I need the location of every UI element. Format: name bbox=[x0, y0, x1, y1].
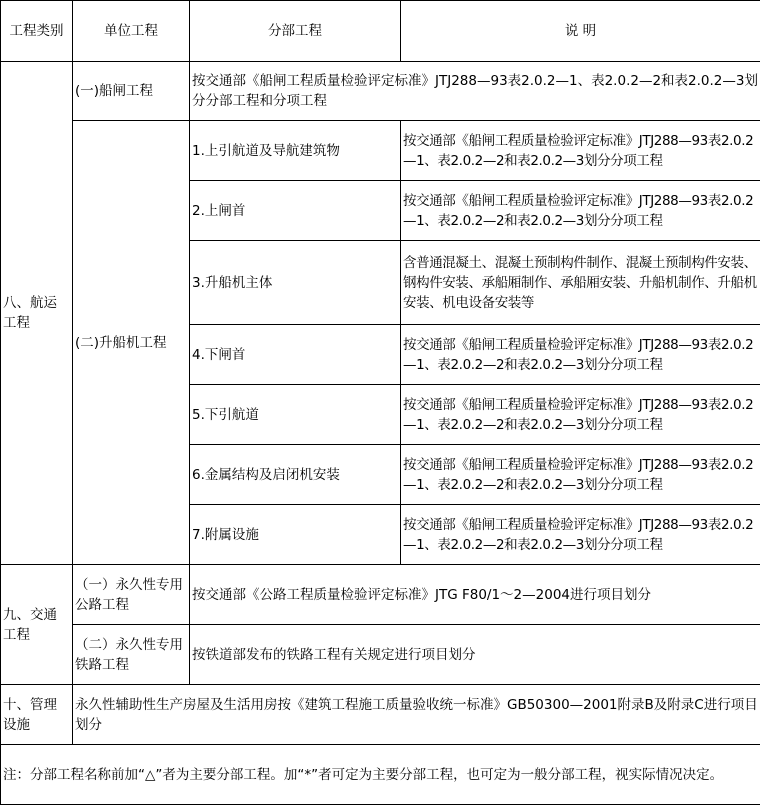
desc-cell: 按交通部《船闸工程质量检验评定标准》JTJ288—93表2.0.2—1、表2.0.2—2和表2.0.2—3划分分项工程 bbox=[401, 445, 760, 505]
desc-cell: 含普通混凝土、混凝土预制构件制作、混凝土预制构件安装、钢构件安装、承船厢制作、承船厢安装、升船机制作、升船机安装、机电设备安装等 bbox=[401, 241, 760, 325]
part-cell: 3.升船机主体 bbox=[190, 241, 401, 325]
footnote: 注：分部工程名称前加“△”者为主要分部工程。加“*”者可定为主要分部工程，也可定为一般分部工程，视实际情况决定。 bbox=[1, 745, 760, 805]
unit-cell: （一）永久性专用公路工程 bbox=[73, 565, 190, 625]
unit-cell: (一)船闸工程 bbox=[73, 62, 190, 121]
part-cell: 5.下引航道 bbox=[190, 385, 401, 445]
unit-cell: (二)升船机工程 bbox=[73, 121, 190, 565]
header-unit: 单位工程 bbox=[73, 1, 190, 62]
header-part: 分部工程 bbox=[190, 1, 401, 62]
part-cell: 1.上引航道及导航建筑物 bbox=[190, 121, 401, 181]
category-cell: 十、管理设施 bbox=[1, 685, 73, 745]
table-row bbox=[1, 121, 760, 181]
desc-cell: 按交通部《船闸工程质量检验评定标准》JTJ288—93表2.0.2—1、表2.0.2—2和表2.0.2—3划分分项工程 bbox=[401, 505, 760, 565]
table-row bbox=[1, 62, 760, 121]
desc-cell: 按交通部《船闸工程质量检验评定标准》JTJ288—93表2.0.2—1、表2.0.2—2和表2.0.2—3划分分项工程 bbox=[401, 121, 760, 181]
header-category: 工程类别 bbox=[1, 1, 73, 62]
note-cell: 永久性辅助性生产房屋及生活用房按《建筑工程施工质量验收统一标准》GB50300—2001附录B及附录C进行项目划分 bbox=[73, 685, 760, 745]
header-note: 说 明 bbox=[401, 1, 760, 62]
category-cell: 九、交通工程 bbox=[1, 565, 73, 685]
category-cell: 八、航运工程 bbox=[1, 62, 73, 565]
note-cell: 按交通部《船闸工程质量检验评定标准》JTJ288—93表2.0.2—1、表2.0.2—2和表2.0.2—3划分分部工程和分项工程 bbox=[190, 62, 760, 121]
note-cell: 按铁道部发布的铁路工程有关规定进行项目划分 bbox=[190, 625, 760, 685]
table-row bbox=[1, 685, 760, 745]
part-cell: 7.附属设施 bbox=[190, 505, 401, 565]
desc-cell: 按交通部《船闸工程质量检验评定标准》JTJ288—93表2.0.2—1、表2.0.2—2和表2.0.2—3划分分项工程 bbox=[401, 325, 760, 385]
part-cell: 2.上闸首 bbox=[190, 181, 401, 241]
desc-cell: 按交通部《船闸工程质量检验评定标准》JTJ288—93表2.0.2—1、表2.0.2—2和表2.0.2—3划分分项工程 bbox=[401, 385, 760, 445]
header-row bbox=[1, 1, 760, 62]
part-cell: 6.金属结构及启闭机安装 bbox=[190, 445, 401, 505]
table-row bbox=[1, 625, 760, 685]
note-cell: 按交通部《公路工程质量检验评定标准》JTG F80/1～2—2004进行项目划分 bbox=[190, 565, 760, 625]
table-row bbox=[1, 565, 760, 625]
desc-cell: 按交通部《船闸工程质量检验评定标准》JTJ288—93表2.0.2—1、表2.0.2—2和表2.0.2—3划分分项工程 bbox=[401, 181, 760, 241]
footnote-row bbox=[1, 745, 760, 805]
part-cell: 4.下闸首 bbox=[190, 325, 401, 385]
unit-cell: （二）永久性专用 铁路工程 bbox=[73, 625, 190, 685]
